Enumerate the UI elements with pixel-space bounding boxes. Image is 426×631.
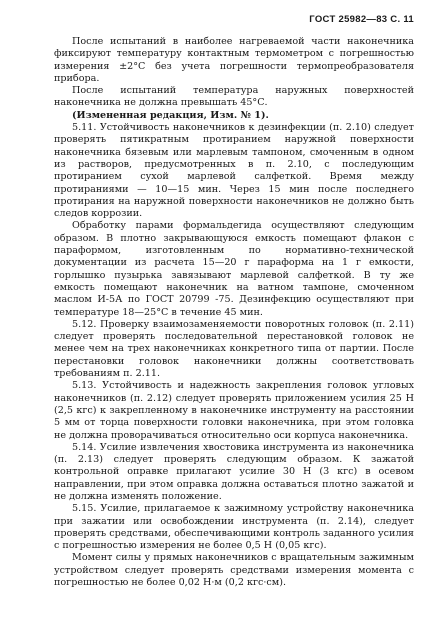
paragraph-amendment-note: (Измененная редакция, Изм. № 1).: [72, 109, 269, 121]
page-header: ГОСТ 25982—83 С. 11: [309, 14, 414, 25]
paragraph-5-13: 5.13. Устойчивость и надежность закрепления головок угловых наконечников (п. 2.12) следует проверять приложением усилия 25 Н (2,5 кгс) к закрепленному в наконечнике инструменту на расстоянии 5 мм от торца поверхности головки наконечника, при этом головка не должна проворачиваться относительно оси корпуса наконечника.: [54, 380, 414, 441]
paragraph-torque: Момент силы у прямых наконечников с вращательным зажимным устройством следует проверять средствами измерения момента с погрешностью не более 0,02 Н·м (0,2 кгс·см).: [54, 552, 414, 589]
paragraph-surface-temperature: После испытаний температура наружных поверхностей наконечника не должна превышать 45°С.: [54, 85, 414, 109]
document-body: [54, 36, 414, 589]
paragraph-temperature-fixing: После испытаний в наиболее нагреваемой части наконечника фиксируют температуру контактным термометром с погрешностью измерения ±2°С без учета погрешности термопреобразователя прибора.: [54, 36, 414, 84]
paragraph-5-11: 5.11. Устойчивость наконечников к дезинфекции (п. 2.10) следует проверять пятикратным протиранием наружной поверхности наконечника бязевым или марлевым тампоном, смоченным в одном из растворов, предусмотренных в п. 2.10, с последующим протиранием сухой марлевой салфеткой. Время между протираниями — 10—15 мин. Через 15 мин после последнего протирания на наружной поверхности наконечников не должно быть следов коррозии.: [54, 122, 414, 220]
paragraph-5-14: 5.14. Усилие извлечения хвостовика инструмента из наконечника (п. 2.13) следует проверять следующим образом. К зажатой контрольной оправке прилагают усилие 30 Н (3 кгс) в осевом направлении, при этом оправка должна оставаться плотно зажатой и не должна изменять положение.: [54, 441, 414, 502]
paragraph-formaldehyde: Обработку парами формальдегида осуществляют следующим образом. В плотно закрывающуюся емкость помещают флакон с параформом, изготовленным по нормативно-технической документации из расчета 15—20 г параформа на 1 г емкости, горлышко пузырька завязывают марлевой салфеткой. В ту же емкость помещают наконечник на ватном тампоне, смоченном маслом И-5А по ГОСТ 20799 -75. Дезинфекцию осуществляют при температуре 18—25°С в течение 45 мин.: [54, 220, 414, 318]
paragraph-5-15: 5.15. Усилие, прилагаемое к зажимному устройству наконечника при зажатии или освобождении инструмента (п. 2.14), следует проверять средствами, обеспечивающими контроль заданного усилия с погрешностью измерения не более 0,5 Н (0,05 кгс).: [54, 503, 414, 552]
paragraph-5-12: 5.12. Проверку взаимозаменяемости поворотных головок (п. 2.11) следует проверять последовательной перестановкой головок не менее чем на трех наконечниках конкретного типа от партии. После перестановки головок наконечники должны соответствовать требованиям п. 2.11.: [54, 318, 414, 380]
